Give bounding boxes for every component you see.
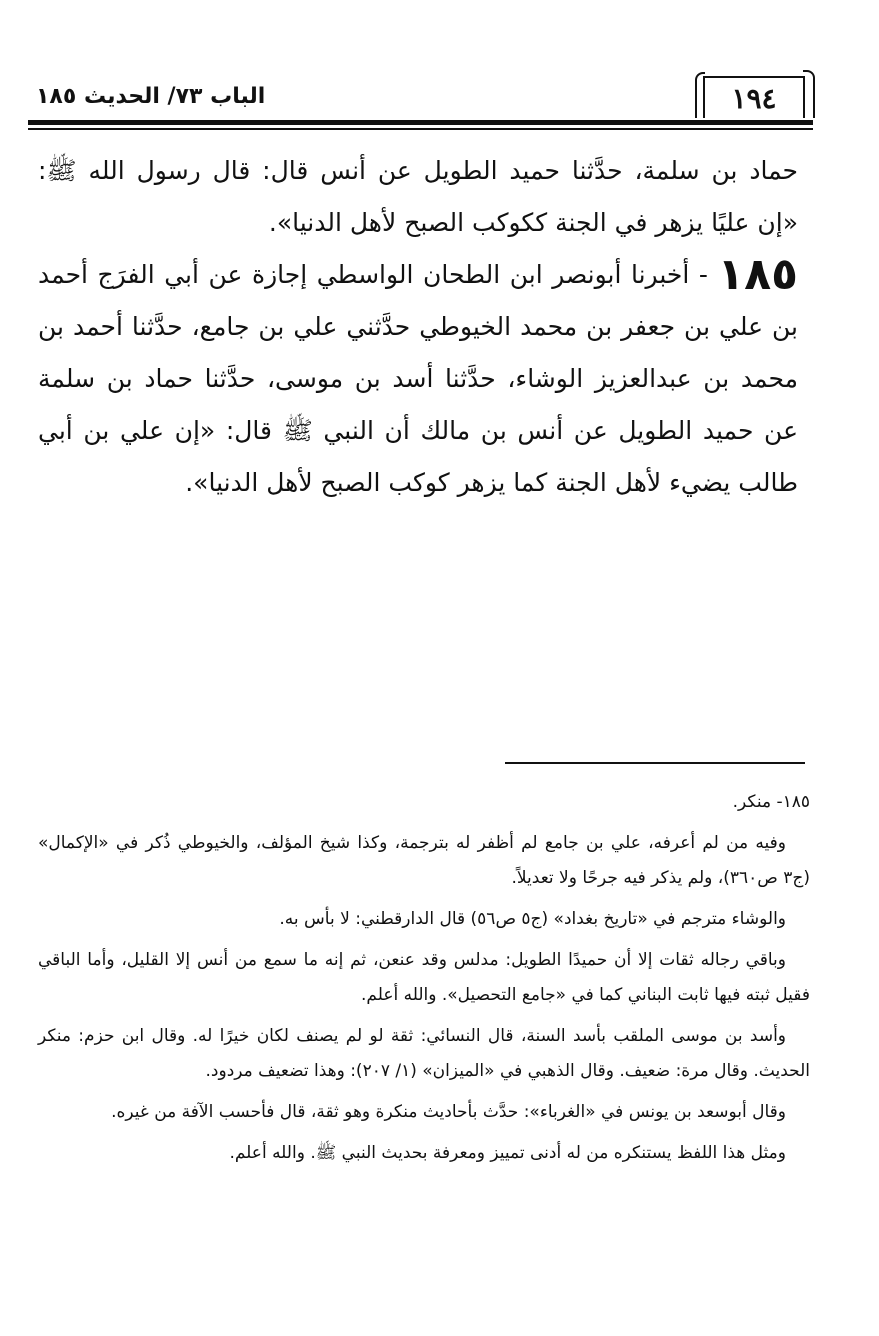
- footnote-paragraph: وقال أبوسعد بن يونس في «الغرباء»: حدَّث بأحاديث منكرة وهو ثقة، قال فأحسب الآفة من غيره.: [111, 1102, 786, 1122]
- hadith-number: ١٨٥: [717, 249, 798, 300]
- footnote-separator: [505, 762, 805, 764]
- footnote-paragraph: وأسد بن موسى الملقب بأسد السنة، قال النسائي: ثقة لو لم يصنف لكان خيرًا له. وقال ابن حزم: منكر الحديث. وقال مرة: ضعيف. وقال الذهبي في «الميزان» (١/ ٢٠٧): وهذا تضعيف مردود.: [38, 1026, 810, 1081]
- paragraph-continued: حماد بن سلمة، حدَّثنا حميد الطويل عن أنس قال: قال رسول الله ﷺ: «إن عليًا يزهر في الجنة ككوكب الصبح لأهل الدنيا».: [38, 156, 798, 237]
- page-number: ١٩٤: [703, 76, 805, 118]
- footnote-paragraph: وباقي رجاله ثقات إلا أن حميدًا الطويل: مدلس وقد عنعن، ثم إنه ما سمع من أنس إلا القليل، وأما الباقي فقيل ثبته فيها ثابت البناني كما في «جامع التحصيل». والله أعلم.: [38, 950, 810, 1005]
- footnote-paragraph: والوشاء مترجم في «تاريخ بغداد» (ج٥ ص٥٦) قال الدارقطني: لا بأس به.: [279, 909, 786, 929]
- hadith-paragraph: [38, 249, 798, 509]
- footnotes: [38, 785, 810, 1177]
- page-header: [28, 70, 813, 130]
- running-title: الباب ٧٣/ الحديث ١٨٥: [36, 84, 266, 109]
- header-rule-thin: [28, 128, 813, 130]
- footnote-heading: ١٨٥- منكر.: [732, 792, 810, 812]
- header-rule: [28, 120, 813, 125]
- footnote-paragraph: وفيه من لم أعرفه، علي بن جامع لم أظفر له بترجمة، وكذا شيخ المؤلف، والخيوطي ذُكر في «الإكمال» (ج٣ ص٣٦٠)، ولم يذكر فيه جرحًا ولا تعديلاً.: [38, 833, 810, 888]
- hadith-text: - أخبرنا أبونصر ابن الطحان الواسطي إجازة عن أبي الفرَج أحمد بن علي بن جعفر بن محمد الخيوطي حدَّثني علي بن جامع، حدَّثنا أحمد بن محمد بن عبدالعزيز الوشاء، حدَّثنا أسد بن موسى، حدَّثنا حماد بن سلمة عن حميد الطويل عن أنس بن مالك أن النبي ﷺ قال: «إن علي بن أبي طالب يضيء لأهل الجنة كما يزهر كوكب الصبح لأهل الدنيا».: [38, 260, 798, 497]
- main-text: [38, 145, 798, 509]
- footnote-paragraph: ومثل هذا اللفظ يستنكره من له أدنى تمييز ومعرفة بحديث النبي ﷺ. والله أعلم.: [229, 1143, 786, 1163]
